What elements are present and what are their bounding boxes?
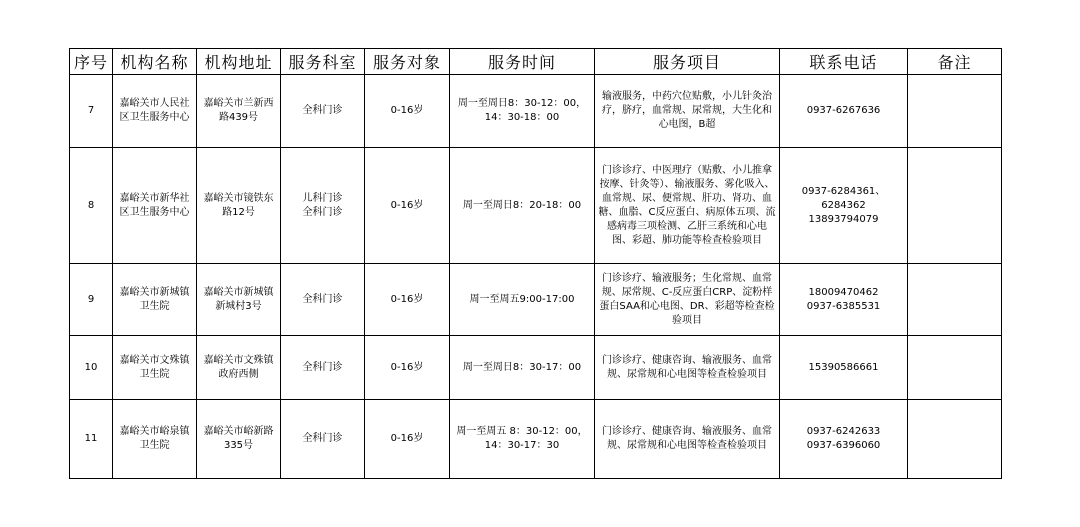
cell-phone: 0937-6242633 0937-6396060 (780, 400, 908, 479)
cell-services: 门诊诊疗、输液服务；生化常规、血常规、尿常规、C-反应蛋白CRP、淀粉样蛋白SAA和心电图、DR、彩超等检查检验项目 (595, 264, 780, 336)
cell-services: 门诊诊疗、健康咨询、输液服务、血常规、尿常规和心电图等检查检验项目 (595, 400, 780, 479)
cell-no: 7 (70, 75, 113, 148)
cell-target: 0-16岁 (365, 264, 450, 336)
header-name: 机构名称 (113, 49, 197, 75)
cell-phone: 0937-6284361、6284362 13893794079 (780, 148, 908, 264)
cell-target: 0-16岁 (365, 336, 450, 400)
cell-target: 0-16岁 (365, 400, 450, 479)
cell-services: 门诊诊疗、健康咨询、输液服务、血常规、尿常规和心电图等检查检验项目 (595, 336, 780, 400)
cell-name: 嘉峪关市峪泉镇卫生院 (113, 400, 197, 479)
cell-remarks (908, 264, 1002, 336)
cell-name: 嘉峪关市文殊镇卫生院 (113, 336, 197, 400)
cell-hours: 周一至周五 8：30-12：00，14：30-17：30 (450, 400, 595, 479)
cell-no: 8 (70, 148, 113, 264)
cell-department: 全科门诊 (281, 75, 365, 148)
header-phone: 联系电话 (780, 49, 908, 75)
cell-no: 9 (70, 264, 113, 336)
cell-address: 嘉峪关市镜铁东路12号 (197, 148, 281, 264)
service-table (69, 48, 1002, 479)
cell-hours: 周一至周日8：30-12：00，14：30-18：00 (450, 75, 595, 148)
header-no: 序号 (70, 49, 113, 75)
cell-name: 嘉峪关市新华社区卫生服务中心 (113, 148, 197, 264)
header-target: 服务对象 (365, 49, 450, 75)
cell-no: 10 (70, 336, 113, 400)
cell-department: 全科门诊 (281, 400, 365, 479)
cell-address: 嘉峪关市峪新路335号 (197, 400, 281, 479)
table-row (70, 400, 1002, 479)
cell-services: 门诊诊疗、中医理疗（贴敷、小儿推拿按摩、针灸等）、输液服务、雾化吸入、血常规、尿、便常规、肝功、肾功、血糖、血脂、C反应蛋白、病原体五项、流感病毒三项检测、乙肝三系统和心电图、彩超、肺功能等检查检验项目 (595, 148, 780, 264)
table-row (70, 75, 1002, 148)
cell-department: 全科门诊 (281, 336, 365, 400)
cell-target: 0-16岁 (365, 148, 450, 264)
header-remarks: 备注 (908, 49, 1002, 75)
cell-name: 嘉峪关市新城镇卫生院 (113, 264, 197, 336)
cell-phone: 0937-6267636 (780, 75, 908, 148)
table-row (70, 148, 1002, 264)
cell-hours: 周一至周日8：20-18：00 (450, 148, 595, 264)
cell-remarks (908, 400, 1002, 479)
cell-remarks (908, 148, 1002, 264)
cell-no: 11 (70, 400, 113, 479)
cell-services: 输液服务，中药穴位贴敷，小儿针灸治疗，脐疗，血常规、尿常规，大生化和心电图，B超 (595, 75, 780, 148)
table-row (70, 336, 1002, 400)
cell-hours: 周一至周五9:00-17:00 (450, 264, 595, 336)
cell-name: 嘉峪关市人民社区卫生服务中心 (113, 75, 197, 148)
cell-department: 全科门诊 (281, 264, 365, 336)
cell-target: 0-16岁 (365, 75, 450, 148)
cell-address: 嘉峪关市新城镇新城村3号 (197, 264, 281, 336)
table-row (70, 264, 1002, 336)
header-hours: 服务时间 (450, 49, 595, 75)
cell-address: 嘉峪关市文殊镇政府西侧 (197, 336, 281, 400)
cell-remarks (908, 75, 1002, 148)
header-services: 服务项目 (595, 49, 780, 75)
cell-address: 嘉峪关市兰新西路439号 (197, 75, 281, 148)
cell-remarks (908, 336, 1002, 400)
header-row (70, 49, 1002, 75)
cell-phone: 15390586661 (780, 336, 908, 400)
cell-department: 儿科门诊 全科门诊 (281, 148, 365, 264)
header-address: 机构地址 (197, 49, 281, 75)
cell-phone: 18009470462 0937-6385531 (780, 264, 908, 336)
cell-hours: 周一至周日8：30-17：00 (450, 336, 595, 400)
header-department: 服务科室 (281, 49, 365, 75)
